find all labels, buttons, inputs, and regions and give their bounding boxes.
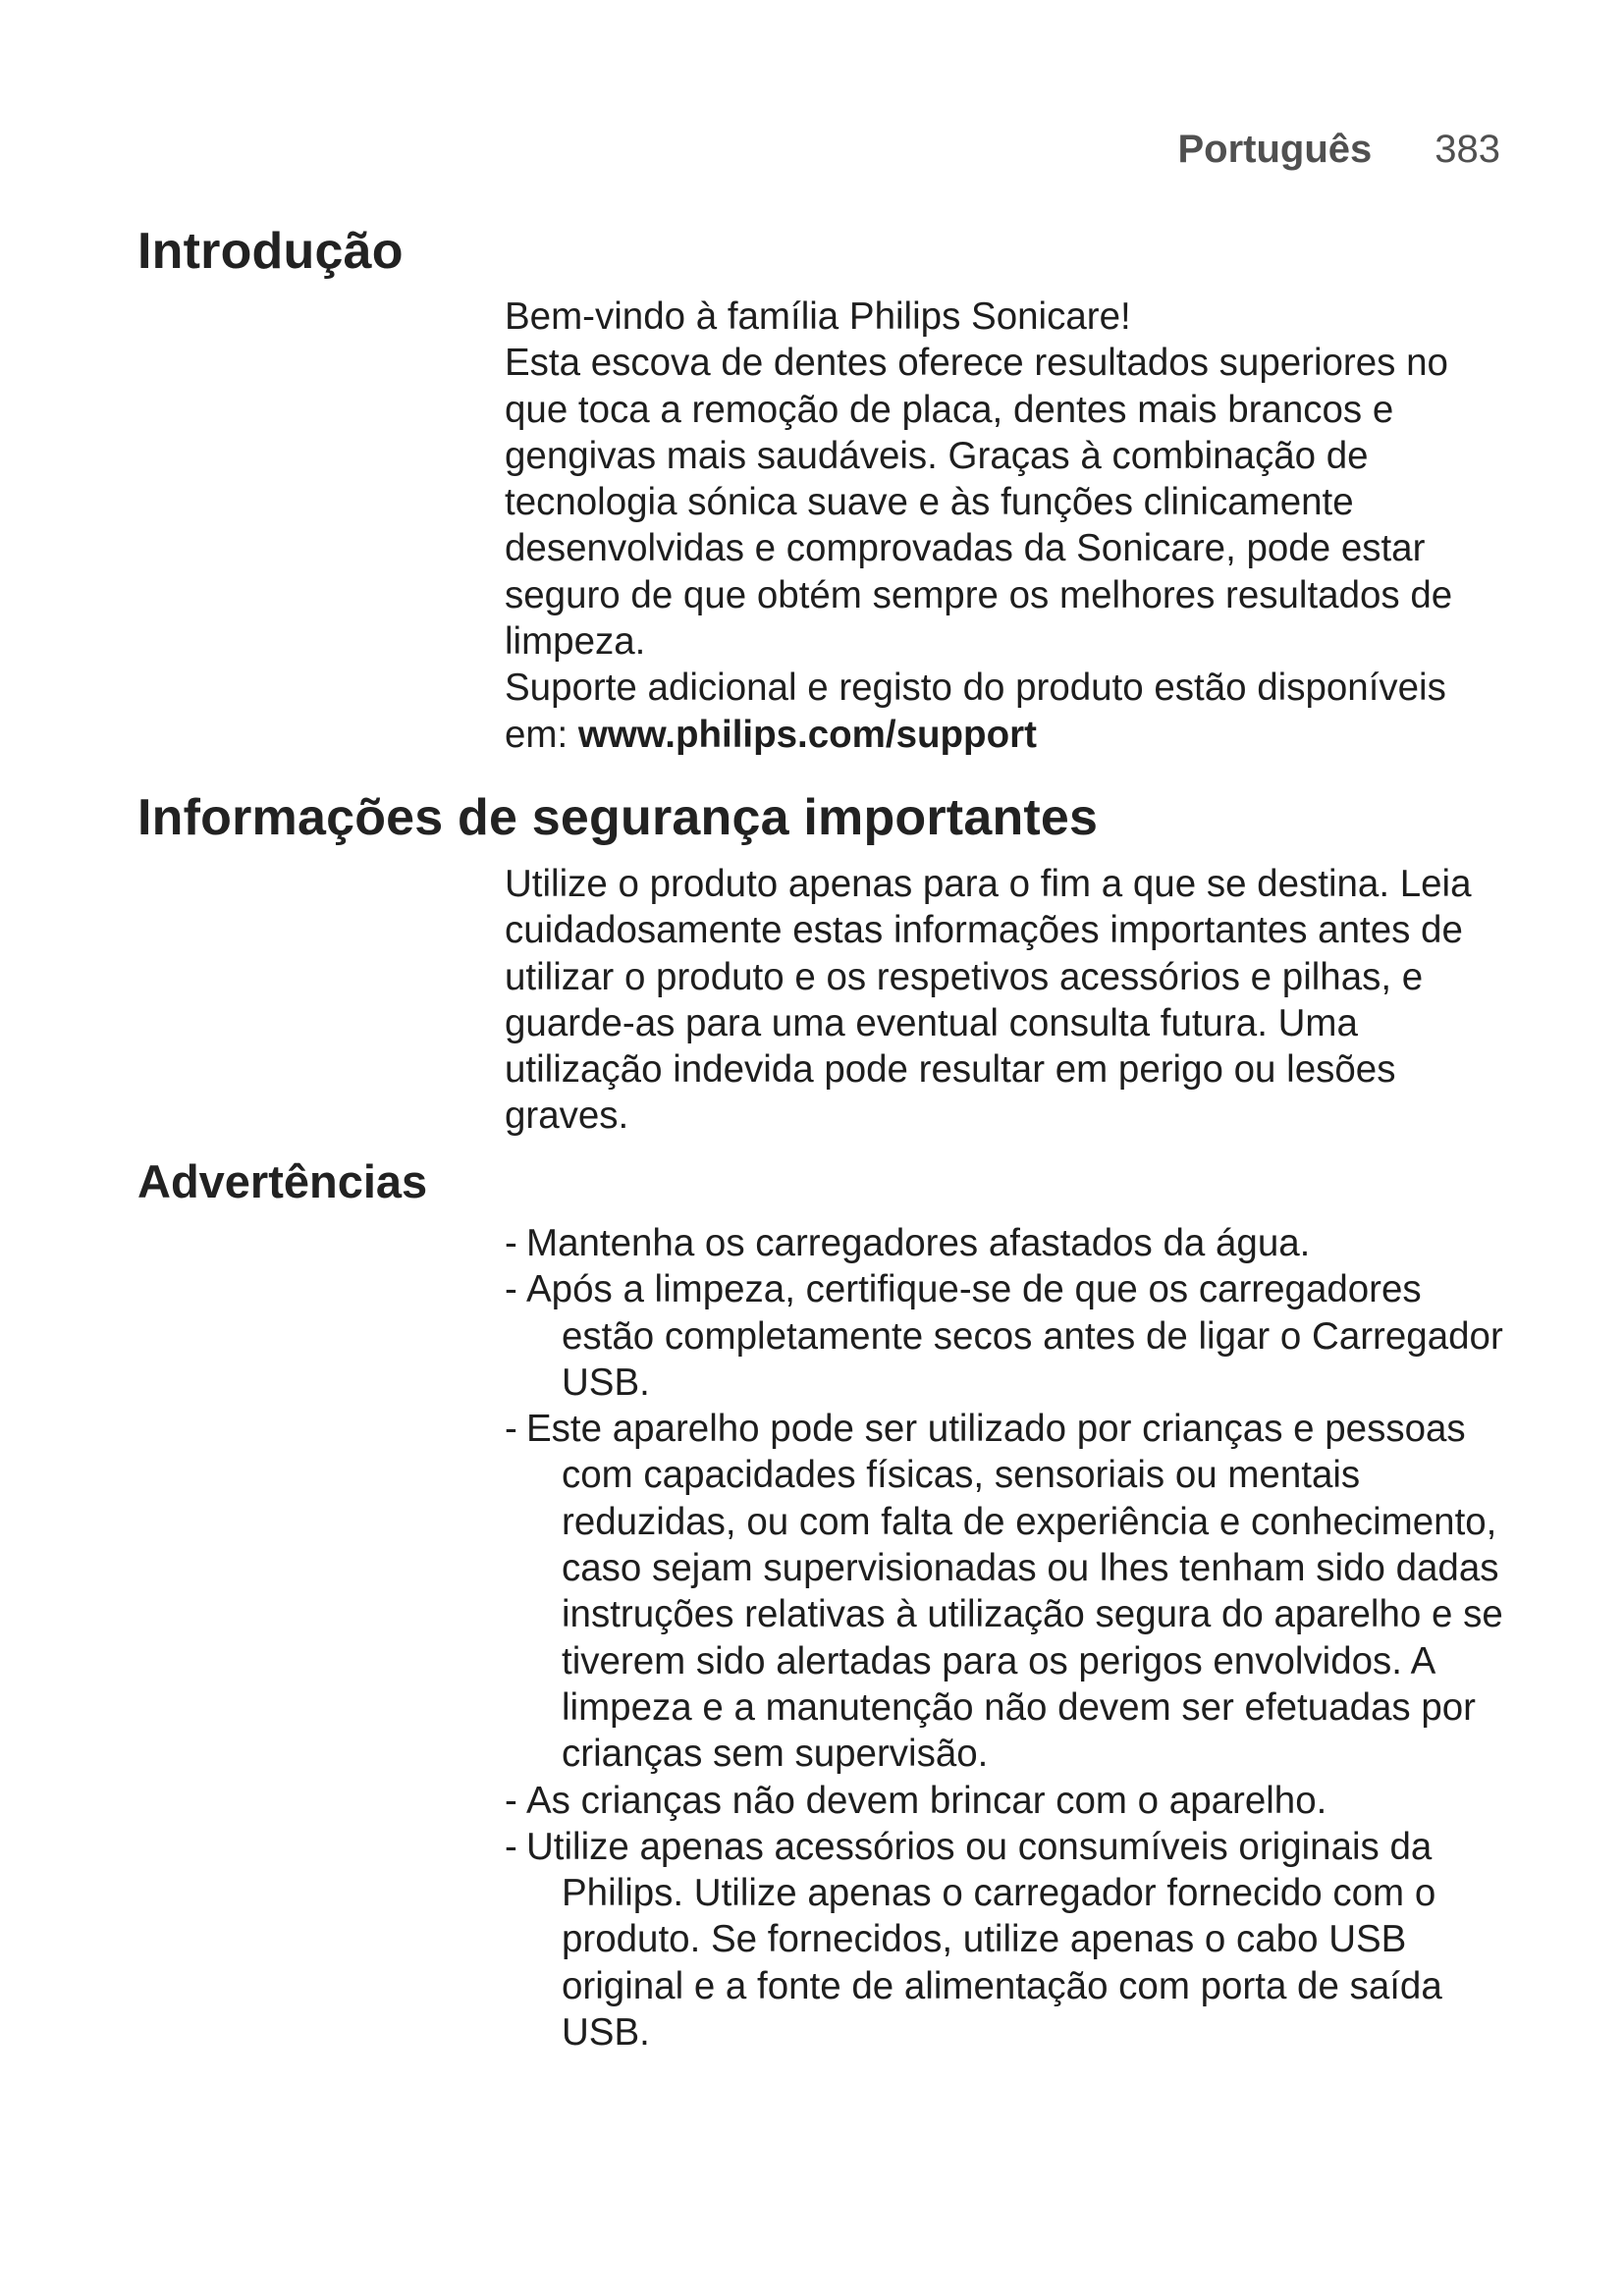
safety-body (505, 861, 1516, 1140)
warning-text: Mantenha os carregadores afastados da água. (526, 1222, 1311, 1264)
intro-paragraph: Esta escova de dentes oferece resultados superiores no que toca a remoção de placa, dentes mais brancos e gengivas mais saudáveis. Graças à combinação de tecnologia sónica suave e às funções clinicamente desenvolvidas e comprovadas da Sonicare, pode estar seguro de que obtém sempre os melhores resultados de limpeza. (505, 342, 1453, 664)
intro-heading: Introdução (137, 223, 404, 280)
warning-item (505, 1824, 1516, 2056)
bullet-dash: - (505, 1268, 517, 1311)
warning-item (505, 1778, 1516, 1824)
bullet-dash: - (505, 1408, 517, 1451)
language-label: Português (1177, 128, 1373, 171)
bullet-dash: - (505, 1779, 517, 1822)
warning-item (505, 1220, 1516, 1266)
page-header (1177, 128, 1500, 172)
support-link[interactable]: www.philips.com/support (577, 713, 1037, 756)
safety-paragraph: Utilize o produto apenas para o fim a que se destina. Leia cuidadosamente estas informações importantes antes de utilizar o produto e os respetivos acessórios e pilhas, e guarde-as para uma eventual consulta futura. Uma utilização indevida pode resultar em perigo ou lesões graves. (505, 863, 1472, 1138)
support-text: Suporte adicional e registo do produto estão disponíveis em: (505, 667, 1446, 756)
bullet-dash: - (505, 1825, 517, 1868)
warning-text: Este aparelho pode ser utilizado por crianças e pessoas com capacidades físicas, sensoriais ou mentais reduzidas, ou com falta de experiência e conhecimento, caso sejam supervisionadas ou lhes tenham sido dadas instruções relativas à utilização segura do aparelho e se tiverem sido alertadas para os perigos envolvidos. A limpeza e a manutenção não devem ser efetuadas por crianças sem supervisão. (526, 1408, 1503, 1776)
bullet-dash: - (505, 1222, 517, 1264)
intro-support (505, 665, 1516, 758)
warnings-list (505, 1220, 1516, 2056)
warning-item (505, 1266, 1516, 1406)
warnings-heading: Advertências (137, 1155, 428, 1207)
safety-heading: Informações de segurança importantes (137, 789, 1099, 846)
warning-item (505, 1406, 1516, 1777)
warning-text: Após a limpeza, certifique-se de que os carregadores estão completamente secos antes de ligar o Carregador USB. (526, 1268, 1503, 1404)
warning-text: As crianças não devem brincar com o aparelho. (526, 1779, 1327, 1822)
warning-text: Utilize apenas acessórios ou consumíveis originais da Philips. Utilize apenas o carregador fornecido com o produto. Se fornecidos, utilize apenas o cabo USB original e a fonte de alimentação com porta de saída USB. (526, 1825, 1442, 2055)
intro-body (505, 294, 1516, 758)
intro-welcome: Bem-vindo à família Philips Sonicare! (505, 295, 1131, 338)
page-number: 383 (1435, 128, 1500, 171)
